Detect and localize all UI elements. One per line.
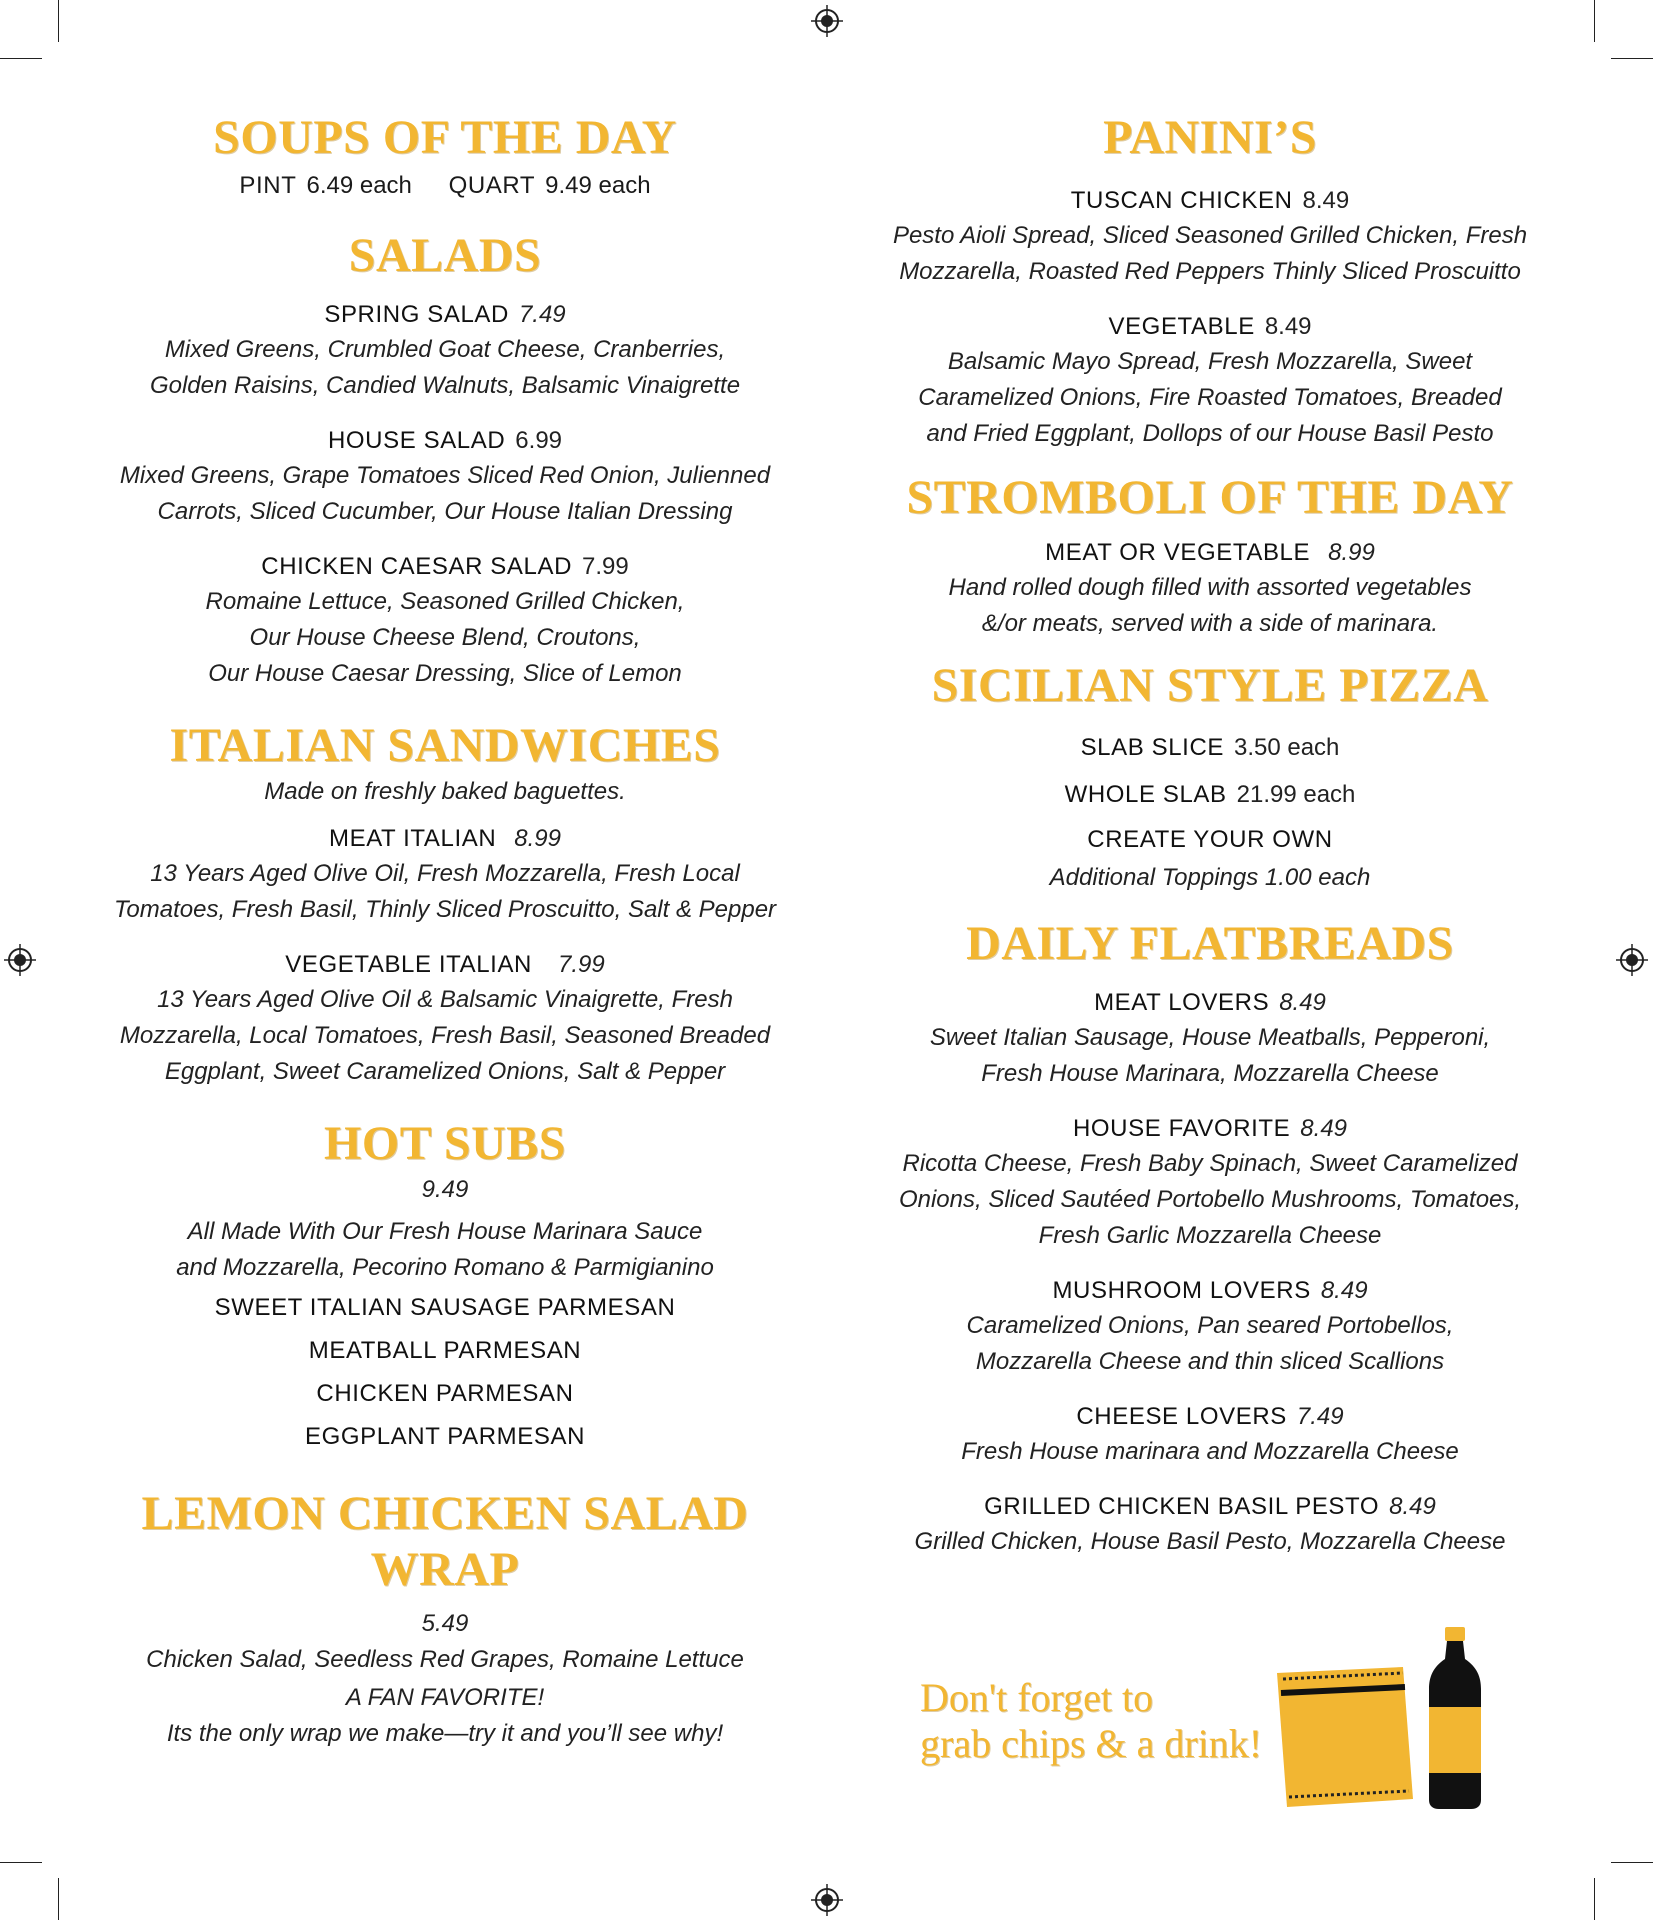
wrap-tagline: Its the only wrap we make—try it and you’ll see why!: [166, 1720, 724, 1747]
item-price: 8.49: [1302, 187, 1350, 214]
item-description: Fresh House marinara and Mozzarella Cheese: [961, 1438, 1459, 1465]
sandwiches-subtitle: Made on freshly baked baguettes.: [264, 778, 626, 805]
crop-mark: [0, 58, 42, 59]
item-name: MEAT OR VEGETABLE: [1045, 539, 1311, 566]
item-name: VEGETABLE ITALIAN: [285, 951, 532, 978]
promo-text: [920, 1675, 1262, 1767]
wrap-description: Chicken Salad, Seedless Red Grapes, Romaine Lettuce: [146, 1646, 744, 1673]
item-name: CHICKEN CAESAR SALAD: [261, 553, 573, 580]
item-description: Mixed Greens, Crumbled Goat Cheese, Cranberries,: [164, 336, 726, 363]
item-description: Fresh House Marinara, Mozzarella Cheese: [981, 1060, 1439, 1087]
item-price: 8.49: [1389, 1493, 1436, 1520]
item-price: 8.49: [1320, 1277, 1368, 1304]
soda-bottle-icon: [1425, 1625, 1485, 1810]
item-description: Ricotta Cheese, Fresh Baby Spinach, Sweet Caramelized: [902, 1150, 1518, 1177]
item-name: CHEESE LOVERS: [1076, 1403, 1287, 1430]
item-price: 6.99: [515, 427, 563, 454]
crop-mark: [1594, 0, 1595, 42]
menu-item-stromboli: [880, 536, 1540, 642]
item-description: Tomatoes, Fresh Basil, Thinly Sliced Proscuitto, Salt & Pepper: [113, 896, 777, 923]
registration-mark-icon: [811, 5, 843, 37]
pizza-create-your-own: CREATE YOUR OWN: [1087, 826, 1333, 853]
item-description: 13 Years Aged Olive Oil & Balsamic Vinaigrette, Fresh: [157, 986, 733, 1013]
menu-item-chicken-caesar-salad: [95, 550, 795, 692]
item-description: Pesto Aioli Spread, Sliced Seasoned Grilled Chicken, Fresh: [892, 222, 1528, 249]
item-description: &/or meats, served with a side of marinara.: [981, 610, 1439, 637]
soups-title: SOUPS OF THE DAY: [213, 111, 677, 164]
pint-price: 6.49 each: [306, 172, 412, 199]
item-price: 8.49: [1279, 989, 1326, 1016]
item-price: 8.49: [1264, 313, 1312, 340]
menu-item-tuscan-chicken: [880, 184, 1540, 290]
menu-item-house-favorite: [880, 1112, 1540, 1254]
item-description: and Fried Eggplant, Dollops of our House Basil Pesto: [926, 420, 1494, 447]
item-name: GRILLED CHICKEN BASIL PESTO: [984, 1493, 1380, 1520]
soup-prices: [95, 166, 795, 206]
sandwiches-title: ITALIAN SANDWICHES: [169, 719, 721, 772]
item-description: Mozzarella Cheese and thin sliced Scallions: [975, 1348, 1445, 1375]
list-item: MEATBALL PARMESAN: [308, 1337, 582, 1364]
item-description: Grilled Chicken, House Basil Pesto, Mozzarella Cheese: [914, 1528, 1506, 1555]
item-price: 7.99: [558, 951, 605, 978]
item-name: MEAT ITALIAN: [329, 825, 497, 852]
item-price: 3.50 each: [1233, 734, 1340, 761]
item-description: Mozzarella, Roasted Red Peppers Thinly Sliced Proscuitto: [899, 258, 1521, 285]
item-price: 8.99: [1328, 539, 1375, 566]
item-description: Carrots, Sliced Cucumber, Our House Italian Dressing: [157, 498, 733, 525]
item-name: WHOLE SLAB: [1064, 781, 1227, 808]
item-description: Our House Caesar Dressing, Slice of Lemon: [208, 660, 682, 687]
item-description: Sweet Italian Sausage, House Meatballs, Pepperoni,: [929, 1024, 1491, 1051]
menu-item-grilled-chicken-basil-pesto: [880, 1490, 1540, 1560]
item-description: Fresh Garlic Mozzarella Cheese: [1038, 1222, 1382, 1249]
item-description: Romaine Lettuce, Seasoned Grilled Chicken,: [205, 588, 685, 615]
item-name: MUSHROOM LOVERS: [1052, 1277, 1311, 1304]
crop-mark: [1611, 58, 1653, 59]
item-description: Caramelized Onions, Pan seared Portobellos,: [966, 1312, 1454, 1339]
hot-subs-title: HOT SUBS: [324, 1117, 566, 1170]
menu-item-vegetable-panini: [880, 310, 1540, 452]
pizza-slab-slice: [880, 726, 1540, 773]
hot-subs-price: 9.49: [421, 1176, 469, 1203]
promo-line: Don't forget to: [920, 1675, 1154, 1720]
item-description: 13 Years Aged Olive Oil, Fresh Mozzarella, Fresh Local: [150, 860, 740, 887]
pint-label: PINT: [239, 172, 297, 199]
crop-mark: [58, 0, 59, 42]
item-description: Onions, Sliced Sautéed Portobello Mushrooms, Tomatoes,: [898, 1186, 1522, 1213]
item-price: 21.99 each: [1236, 781, 1356, 808]
promo-line: grab chips & a drink!: [920, 1721, 1263, 1766]
item-price: 7.99: [582, 553, 629, 580]
item-description: Eggplant, Sweet Caramelized Onions, Salt & Pepper: [164, 1058, 726, 1085]
list-item: SWEET ITALIAN SAUSAGE PARMESAN: [214, 1294, 676, 1321]
stromboli-title: STROMBOLI OF THE DAY: [906, 471, 1514, 524]
hot-subs-description: and Mozzarella, Pecorino Romano & Parmigianino: [176, 1254, 714, 1281]
wrap-title: LEMON CHICKEN SALAD WRAP: [141, 1487, 749, 1596]
registration-mark-icon: [4, 944, 36, 976]
item-price: 8.99: [514, 825, 561, 852]
item-description: Mozzarella, Local Tomatoes, Fresh Basil, Seasoned Breaded: [119, 1022, 771, 1049]
item-name: SPRING SALAD: [324, 301, 509, 328]
menu-item-vegetable-italian: [95, 948, 795, 1090]
menu-item-house-salad: [95, 424, 795, 530]
item-name: TUSCAN CHICKEN: [1070, 187, 1293, 214]
menu-right-column: [880, 110, 1540, 1560]
crop-mark: [1594, 1878, 1595, 1920]
menu-item-cheese-lovers: [880, 1400, 1540, 1470]
menu-item-meat-lovers: [880, 986, 1540, 1092]
wrap-price: 5.49: [421, 1610, 469, 1637]
hot-subs-description: All Made With Our Fresh House Marinara Sauce: [187, 1218, 703, 1245]
item-description: Our House Cheese Blend, Croutons,: [249, 624, 641, 651]
menu-item-meat-italian: [95, 822, 795, 928]
item-price: 8.49: [1300, 1115, 1348, 1142]
item-description: Golden Raisins, Candied Walnuts, Balsamic Vinaigrette: [149, 372, 741, 399]
item-description: Hand rolled dough filled with assorted vegetables: [948, 574, 1472, 601]
crop-mark: [58, 1878, 59, 1920]
item-description: Mixed Greens, Grape Tomatoes Sliced Red Onion, Julienned: [119, 462, 771, 489]
registration-mark-icon: [811, 1884, 843, 1916]
quart-label: QUART: [448, 172, 536, 199]
crop-mark: [1611, 1862, 1653, 1863]
pizza-title: SICILIAN STYLE PIZZA: [931, 659, 1489, 712]
item-name: HOUSE SALAD: [327, 427, 506, 454]
item-name: HOUSE FAVORITE: [1072, 1115, 1291, 1142]
salads-title: SALADS: [348, 229, 542, 282]
quart-price: 9.49 each: [545, 172, 651, 199]
registration-mark-icon: [1616, 944, 1648, 976]
wrap-fan-favorite: A FAN FAVORITE!: [345, 1684, 545, 1711]
item-name: VEGETABLE: [1108, 313, 1255, 340]
item-price: 7.49: [518, 301, 566, 328]
paninis-title: PANINI’S: [1103, 111, 1317, 164]
menu-item-mushroom-lovers: [880, 1274, 1540, 1380]
chips-bag-icon: [1275, 1665, 1415, 1810]
list-item: EGGPLANT PARMESAN: [304, 1423, 586, 1450]
pizza-whole-slab: [880, 773, 1540, 820]
pizza-toppings: Additional Toppings 1.00 each: [1049, 864, 1371, 891]
item-description: Caramelized Onions, Fire Roasted Tomatoes, Breaded: [918, 384, 1502, 411]
crop-mark: [0, 1862, 42, 1863]
item-description: Balsamic Mayo Spread, Fresh Mozzarella, Sweet: [947, 348, 1473, 375]
menu-left-column: [95, 110, 795, 1752]
flatbreads-title: DAILY FLATBREADS: [966, 917, 1454, 970]
item-name: SLAB SLICE: [1080, 734, 1224, 761]
menu-item-spring-salad: [95, 298, 795, 404]
hot-subs-list: [95, 1286, 795, 1458]
list-item: CHICKEN PARMESAN: [316, 1380, 574, 1407]
item-name: MEAT LOVERS: [1094, 989, 1270, 1016]
item-price: 7.49: [1296, 1403, 1344, 1430]
